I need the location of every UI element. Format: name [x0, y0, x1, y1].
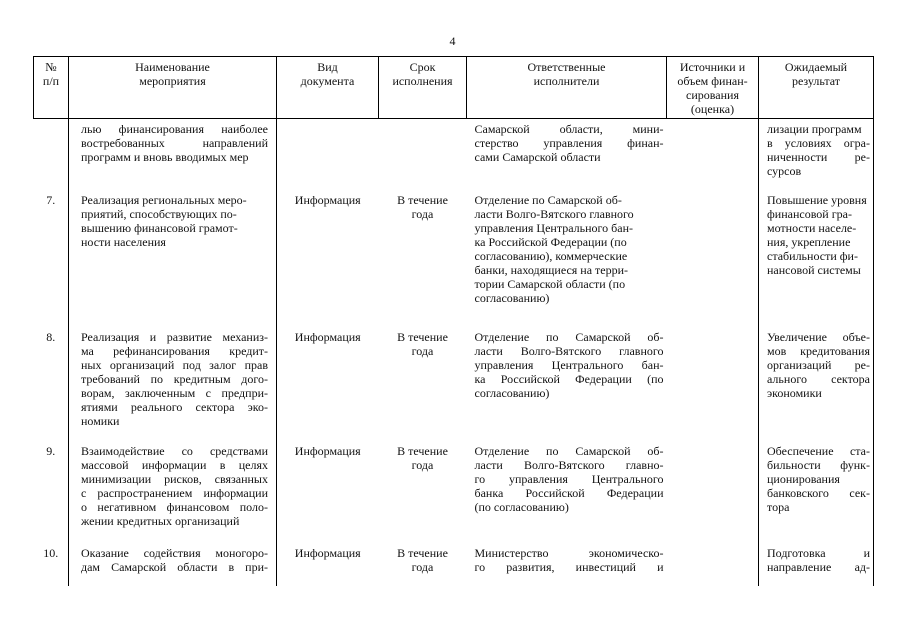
deadline: В течение года [397, 330, 448, 358]
table-row [34, 442, 874, 544]
table-row [34, 182, 874, 328]
event-name: Оказание содействия моногоро- дам Самарской области в при- [69, 544, 277, 586]
table-header-row [34, 57, 874, 119]
row-number: 8. [46, 330, 56, 344]
page-number: 4 [449, 34, 456, 48]
event-name: лью финансирования наиболее востребованных направлений программ и вновь вводимых мер [69, 119, 277, 183]
header-executors: Ответственные исполнители [467, 57, 667, 119]
executors: Отделение по Самарской об- ласти Волго-Вятского главно- го управления Центрального банка Российской Федерации (по согласованию) [474, 444, 664, 514]
executors: Отделение по Самарской об- ласти Волго-Вятского главного управления Центрального бан- ка Российской Федерации (по согласованию), коммерческие банки, находящиеся на терри- тории Самарской области (по согласованию) [474, 193, 634, 305]
expected-result: лизации программ в условиях огра- ниченности ре- сурсов [759, 119, 874, 183]
expected-result: Повышение уровня финансовой гра- мотности населе- ния, укрепление стабильности фи- нансовой системы [759, 182, 874, 328]
deadline: В течение года [397, 193, 448, 221]
executors: Самарской области, мини- стерство управления финан- сами Самарской области [474, 122, 664, 164]
expected-result: Подготовка и направление ад- [759, 544, 874, 586]
row-number: 10. [43, 546, 59, 560]
document-type: Информация [294, 444, 361, 458]
event-name: Реализация региональных меро- приятий, способствующих по- вышению финансовой грамот- ности населения [69, 182, 277, 328]
funding-source [667, 442, 759, 544]
row-number: 7. [46, 193, 56, 207]
header-expected-result: Ожидаемый результат [759, 57, 874, 119]
table-row [34, 328, 874, 442]
event-name: Взаимодействие со средствами массовой информации в целях минимизации рисков, связанных с распространением информации о негативном финансовом поло- жении кредитных организаций [69, 442, 277, 544]
table-row [34, 544, 874, 586]
funding-source [667, 328, 759, 442]
table-row [34, 119, 874, 183]
executors: Министерство экономическо- го развития, инвестиций и [474, 546, 664, 574]
header-document-type: Вид документа [277, 57, 379, 119]
funding-source [667, 182, 759, 328]
document-type: Информация [294, 546, 361, 560]
deadline [379, 119, 467, 183]
expected-result: Увеличение объе- мов кредитования организаций ре- ального сектора экономики [759, 328, 874, 442]
expected-result: Обеспечение ста- бильности функ- ционирования банковского сек- тора [759, 442, 874, 544]
row-number [34, 119, 69, 183]
header-funding-sources: Источники и объем финан- сирования (оценка) [667, 57, 759, 119]
executors: Отделение по Самарской об- ласти Волго-Вятского главного управления Центрального бан- ка Российской Федерации (по согласованию) [474, 330, 664, 400]
document-type: Информация [294, 330, 361, 344]
header-deadline: Срок исполнения [379, 57, 467, 119]
header-event-name: Наименование мероприятия [69, 57, 277, 119]
funding-source [667, 544, 759, 586]
funding-source [667, 119, 759, 183]
document-type [277, 119, 379, 183]
event-name: Реализация и развитие механиз- ма рефинансирования кредит- ных организаций под залог прав требований по кредитным дого- ворам, заключенным с предпри- ятиями реального сектора эко- номики [69, 328, 277, 442]
header-number: № п/п [34, 57, 69, 119]
deadline: В течение года [397, 444, 448, 472]
deadline: В течение года [397, 546, 448, 574]
plan-table [33, 56, 874, 586]
document-type: Информация [294, 193, 361, 207]
row-number: 9. [46, 444, 56, 458]
